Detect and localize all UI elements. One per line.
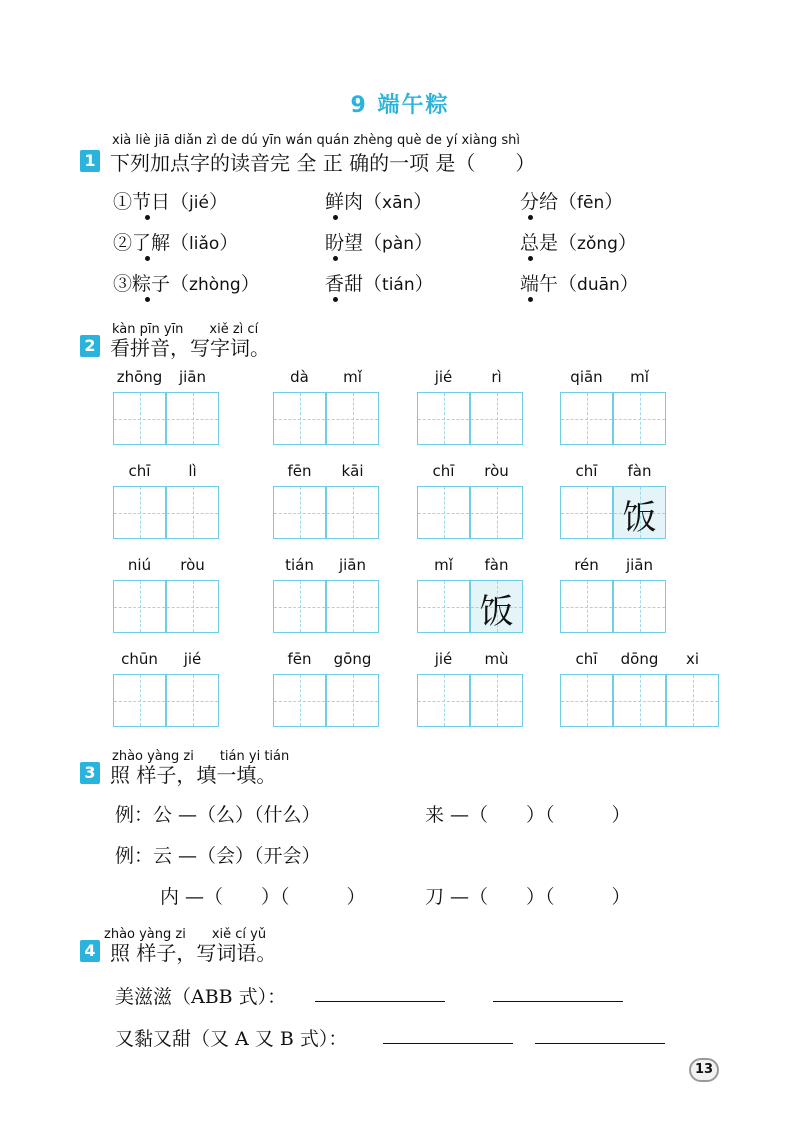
q1-text: 下列加点字的读音完 全 正 确的一项 是（ ）: [110, 151, 536, 175]
writing-box[interactable]: [417, 486, 470, 539]
grid-pinyin: ròu: [180, 556, 205, 574]
grid-pinyin: chūn: [121, 650, 158, 668]
q3-example-2: 例：云 —（会）（开会）: [115, 845, 321, 867]
writing-box[interactable]: [113, 674, 166, 727]
writing-box[interactable]: [613, 486, 666, 539]
q1-option: ③粽子（zhòng）: [113, 273, 260, 295]
grid-pinyin: jiān: [625, 556, 654, 574]
q1-option: 盼望（pàn）: [325, 232, 434, 254]
writing-box[interactable]: [613, 392, 666, 445]
writing-box[interactable]: [613, 580, 666, 633]
grid-pinyin: gōng: [333, 650, 372, 668]
q1-option-word: 节日: [132, 191, 171, 213]
grid-pinyin: ròu: [484, 462, 509, 480]
writing-box[interactable]: [560, 392, 613, 445]
given-character: 饭: [622, 498, 657, 538]
q1-option-word: 总是: [520, 232, 559, 254]
writing-box[interactable]: [166, 392, 219, 445]
q1-number-badge: 1: [80, 150, 100, 172]
q1-option-pinyin: zǒng: [577, 234, 618, 254]
writing-box[interactable]: [470, 674, 523, 727]
q3-blank-dao[interactable]: 刀 —（ ）（ ）: [425, 886, 631, 908]
q1-option-pinyin: jié: [189, 193, 209, 213]
q2-number-badge: 2: [80, 335, 100, 357]
grid-pinyin: zhōng: [116, 368, 163, 386]
q1-option-word: 盼望: [325, 232, 364, 254]
grid-pinyin: jié: [434, 368, 453, 386]
grid-pinyin: tián: [285, 556, 314, 574]
q1-option-word: 香甜: [325, 273, 364, 295]
grid-pinyin: xi: [685, 650, 700, 668]
grid-pinyin: dōng: [620, 650, 659, 668]
q3-pinyin: zhào yàng zi tián yi tián: [112, 749, 290, 764]
writing-box[interactable]: [113, 392, 166, 445]
writing-box[interactable]: [470, 580, 523, 633]
q3-text: 照 样子，填一填。: [110, 763, 277, 787]
q1-option: 鲜肉（xān）: [325, 191, 433, 213]
q1-option-pinyin: fēn: [577, 193, 605, 213]
writing-box[interactable]: [273, 674, 326, 727]
emphasis-dot: [145, 297, 150, 302]
q1-option-pinyin: duān: [577, 275, 620, 295]
q1-option: 总是（zǒng）: [520, 232, 637, 254]
grid-pinyin: rén: [574, 556, 599, 574]
q1-option: ②了解（liǎo）: [113, 232, 239, 254]
writing-box[interactable]: [470, 392, 523, 445]
grid-pinyin: chī: [432, 462, 455, 480]
writing-box[interactable]: [613, 674, 666, 727]
writing-box[interactable]: [326, 674, 379, 727]
grid-pinyin: mǐ: [630, 368, 649, 386]
q4-number-badge: 4: [80, 940, 100, 962]
emphasis-dot: [333, 215, 338, 220]
q1-option-word: 鲜肉: [325, 191, 364, 213]
writing-box[interactable]: [113, 486, 166, 539]
writing-box[interactable]: [273, 392, 326, 445]
q4-abb-answer-line-2[interactable]: [493, 1001, 623, 1002]
q4-pinyin: zhào yàng zi xiě cí yǔ: [104, 927, 267, 942]
q4-ayb-answer-line-1[interactable]: [383, 1043, 513, 1044]
grid-pinyin: lì: [188, 462, 197, 480]
q4-ayb-label: 又黏又甜（又 A 又 B 式）：: [115, 1028, 348, 1050]
q3-number-badge: 3: [80, 762, 100, 784]
emphasis-dot: [528, 297, 533, 302]
grid-pinyin: chī: [575, 650, 598, 668]
q1-option-word: 粽子: [132, 273, 171, 295]
q1-option-pinyin: xān: [382, 193, 414, 213]
q3-blank-lai[interactable]: 来 —（ ）（ ）: [425, 804, 631, 826]
q2-text: 看拼音，写字词。: [110, 336, 270, 360]
q1-option: 香甜（tián）: [325, 273, 434, 295]
emphasis-dot: [528, 215, 533, 220]
q4-abb-answer-line-1[interactable]: [315, 1001, 445, 1002]
grid-pinyin: jié: [434, 650, 453, 668]
grid-pinyin: jiān: [178, 368, 207, 386]
q1-option-pinyin: pàn: [382, 234, 415, 254]
grid-pinyin: chī: [128, 462, 151, 480]
q1-option-word: 分给: [520, 191, 559, 213]
writing-box[interactable]: [166, 674, 219, 727]
q3-example-1: 例：公 —（么）（什么）: [115, 804, 321, 826]
q4-text: 照 样子，写词语。: [110, 941, 277, 965]
grid-pinyin: mǐ: [343, 368, 362, 386]
q1-option-label: ③: [113, 273, 133, 295]
grid-pinyin: fàn: [484, 556, 509, 574]
grid-pinyin: fēn: [287, 462, 312, 480]
writing-box[interactable]: [326, 580, 379, 633]
q1-option-label: ②: [113, 232, 133, 254]
writing-box[interactable]: [166, 580, 219, 633]
q1-option-pinyin: tián: [382, 275, 415, 295]
grid-pinyin: qiān: [570, 368, 603, 386]
writing-box[interactable]: [560, 486, 613, 539]
page-title: 9 端午粽: [350, 93, 450, 118]
writing-box[interactable]: [470, 486, 523, 539]
grid-pinyin: chī: [575, 462, 598, 480]
q1-pinyin: xià liè jiā diǎn zì de dú yīn wán quán zhèng què de yí xiàng shì: [112, 133, 520, 148]
grid-pinyin: kāi: [341, 462, 364, 480]
emphasis-dot: [145, 256, 150, 261]
given-character: 饭: [479, 592, 514, 632]
writing-box[interactable]: [417, 674, 470, 727]
q1-option: ①节日（jié）: [113, 191, 228, 213]
emphasis-dot: [145, 215, 150, 220]
writing-box[interactable]: [666, 674, 719, 727]
grid-pinyin: fàn: [627, 462, 652, 480]
writing-box[interactable]: [326, 392, 379, 445]
grid-pinyin: niú: [127, 556, 152, 574]
grid-pinyin: mù: [484, 650, 509, 668]
q1-option-pinyin: liǎo: [189, 234, 220, 254]
writing-box[interactable]: [560, 674, 613, 727]
emphasis-dot: [333, 297, 338, 302]
grid-pinyin: rì: [491, 368, 502, 386]
grid-pinyin: jié: [183, 650, 202, 668]
grid-pinyin: fēn: [287, 650, 312, 668]
q1-option-label: ①: [113, 191, 133, 213]
writing-box[interactable]: [417, 580, 470, 633]
q1-option: 端午（duān）: [520, 273, 639, 295]
writing-box[interactable]: [113, 580, 166, 633]
q4-ayb-answer-line-2[interactable]: [535, 1043, 665, 1044]
writing-box[interactable]: [417, 392, 470, 445]
q3-blank-nei[interactable]: 内 —（ ）（ ）: [160, 886, 366, 908]
page-number: 13: [689, 1058, 719, 1082]
q2-pinyin: kàn pīn yīn xiě zì cí: [112, 322, 259, 337]
emphasis-dot: [528, 256, 533, 261]
writing-box[interactable]: [166, 486, 219, 539]
q4-abb-label: 美滋滋（ABB 式）：: [115, 986, 287, 1008]
grid-pinyin: dà: [290, 368, 309, 386]
q1-option: 分给（fēn）: [520, 191, 624, 213]
grid-pinyin: jiān: [338, 556, 367, 574]
q1-option-pinyin: zhòng: [189, 275, 241, 295]
q1-option-word: 端午: [520, 273, 559, 295]
writing-box[interactable]: [273, 486, 326, 539]
emphasis-dot: [333, 256, 338, 261]
q1-option-word: 了解: [132, 232, 171, 254]
writing-box[interactable]: [273, 580, 326, 633]
writing-box[interactable]: [560, 580, 613, 633]
writing-box[interactable]: [326, 486, 379, 539]
grid-pinyin: mǐ: [434, 556, 453, 574]
